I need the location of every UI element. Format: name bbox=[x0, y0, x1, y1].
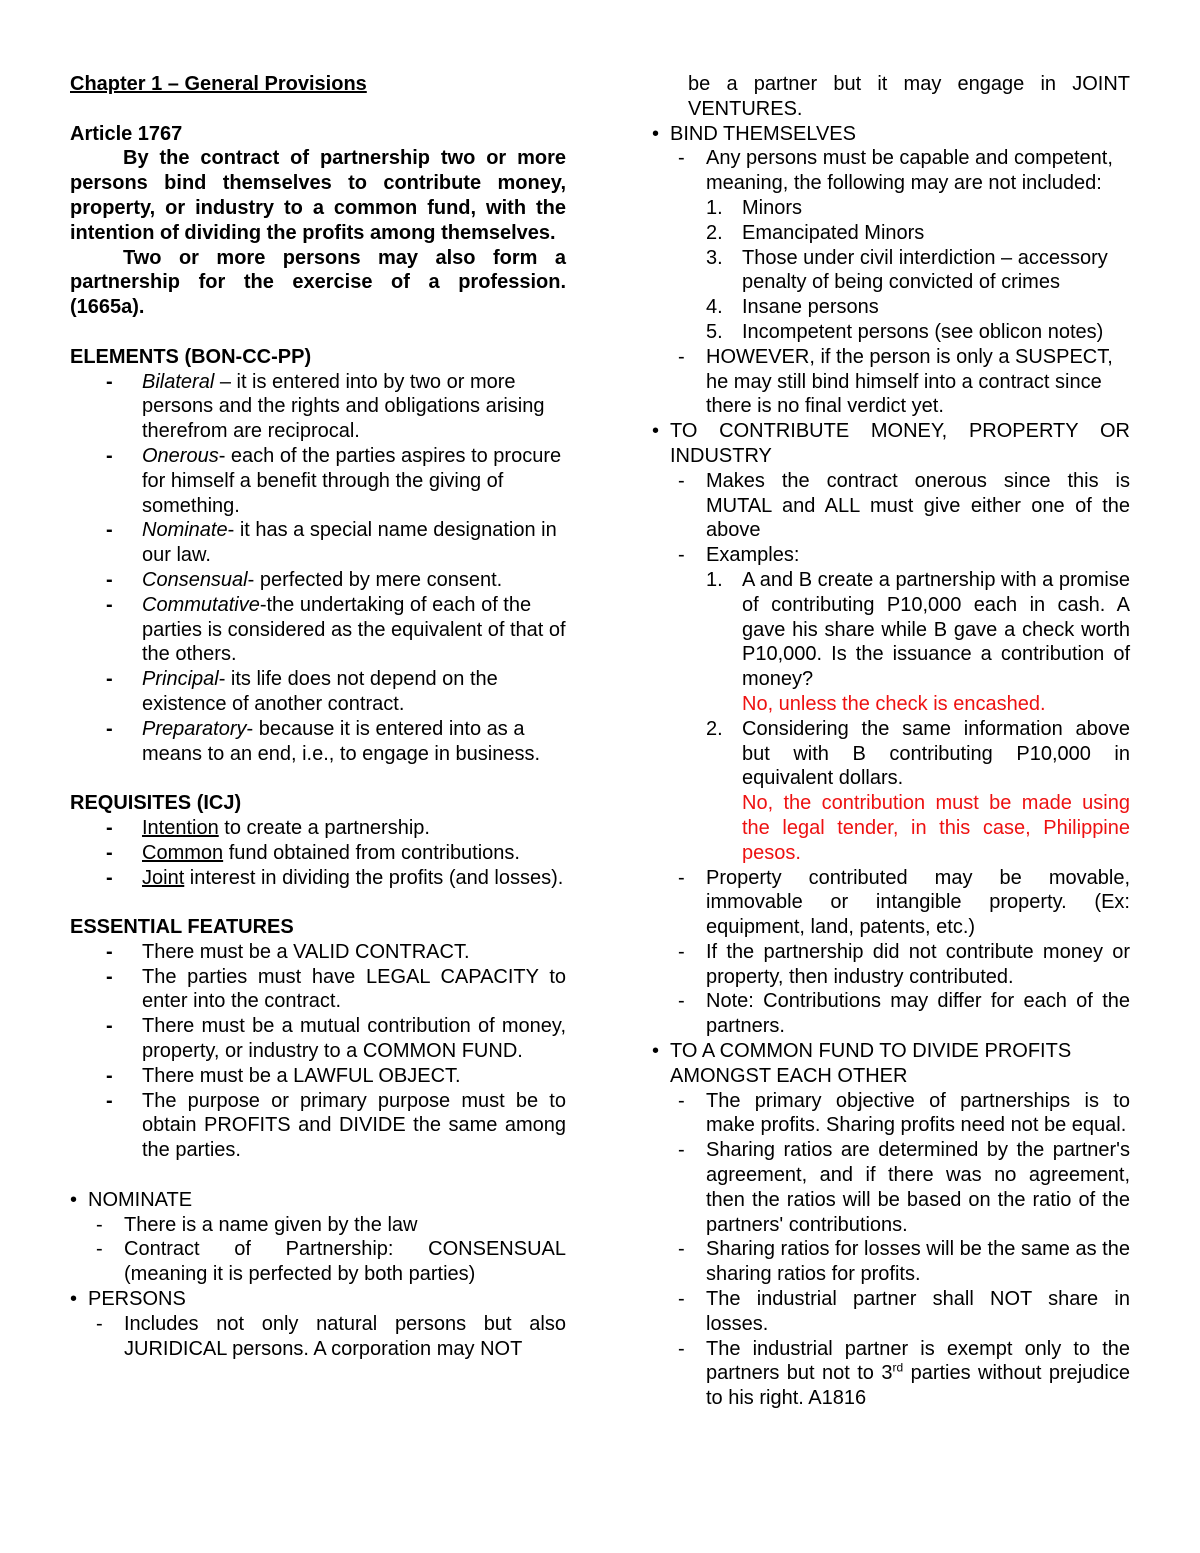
list-item: - The industrial partner shall NOT share in losses. bbox=[670, 1287, 1130, 1337]
list-item: - Consensual- perfected by mere consent. bbox=[70, 568, 566, 593]
incapacity-list bbox=[706, 196, 1130, 345]
list-item: - Contract of Partnership: CONSENSUAL (meaning it is perfected by both parties) bbox=[88, 1237, 566, 1287]
chapter-title: Chapter 1 – General Provisions bbox=[70, 73, 367, 95]
bullet-contribute: • TO CONTRIBUTE MONEY, PROPERTY OR INDUSTRY - Makes the contract onerous since this is MUTAL and ALL must give either one of the above - Examples: 1. A and B create a partnership with a promise of contributing P10,000 each in cash. A gave his share while B gave a check worth P10,000. Is the issuance a contribution of money? No, unless the check is encashed. 2. Considering the same information above but with B contributing P10,000 in equivalent dollars. No, the contribution must be made using the legal tender, in this case, Philippine pesos. - Property contributed may be movable, immovable or intangible property. (Ex: equipment, land, patents, etc.) - If the partnership did not contribute money or property, then industry contributed. - Note: Contributions may differ for each of the partners. bbox=[652, 419, 1130, 1039]
list-item: - Includes not only natural persons but also JURIDICAL persons. A corporation may NOT bbox=[88, 1312, 566, 1362]
list-item: - Makes the contract onerous since this is MUTAL and ALL must give either one of the above bbox=[670, 469, 1130, 543]
list-item: - Sharing ratios are determined by the partner's agreement, and if there was no agreement, then the ratios will be based on the ratio of the partners' contributions. bbox=[670, 1138, 1130, 1237]
list-item: - There must be a mutual contribution of money, property, or industry to a COMMON FUND. bbox=[70, 1014, 566, 1064]
left-bullets bbox=[70, 1188, 566, 1362]
list-item: - Common fund obtained from contributions. bbox=[70, 841, 566, 866]
list-item: 4. Insane persons bbox=[706, 296, 879, 319]
list-item: - Commutative-the undertaking of each of the parties is considered as the equivalent of that of the others. bbox=[70, 593, 566, 667]
article-paragraph-1: By the contract of partnership two or more persons bind themselves to contribute money, property, or industry to a common fund, with the intention of dividing the profits among themselves. bbox=[70, 147, 566, 244]
list-item: - Bilateral – it is entered into by two or more persons and the rights and obligations arising therefrom are reciprocal. bbox=[70, 370, 566, 444]
list-item: - Principal- its life does not depend on the existence of another contract. bbox=[70, 667, 566, 717]
list-item: 1. A and B create a partnership with a promise of contributing P10,000 each in cash. A gave his share while B gave a check worth P10,000. Is the issuance a contribution of money? No, unless the check is encashed. bbox=[706, 568, 1130, 715]
list-item: - HOWEVER, if the person is only a SUSPECT, he may still bind himself into a contract since there is no final verdict yet. bbox=[670, 345, 1130, 419]
bullet-common-fund: • TO A COMMON FUND TO DIVIDE PROFITS AMONGST EACH OTHER - The primary objective of partnerships is to make profits. Sharing profits need not be equal. - Sharing ratios are determined by the partner's agreement, and if there was no agreement, then the ratios will be based on the ratio of the partners' contributions. - Sharing ratios for losses will be the same as the sharing ratios for profits. - The industrial partner shall NOT share in losses. - The industrial partner is exempt only to the partners but not to 3rd parties without prejudice to his right. A1816 bbox=[652, 1039, 1130, 1411]
list-item: - There must be a VALID CONTRACT. bbox=[70, 940, 566, 965]
list-item: 1. Minors bbox=[706, 196, 803, 219]
elements-list bbox=[70, 370, 566, 767]
bullet-bind-themselves: • BIND THEMSELVES - Any persons must be capable and competent, meaning, the following may are not included: 1. Minors 2. Emancipated Minors 3. Those under civil interdiction – accessory penalty of being convicted of crimes 4. Insane persons 5. Incompetent persons (see oblicon notes) - HOWEVER, if the person is only a SUSPECT, he may still bind himself into a contract since there is no final verdict yet. bbox=[652, 122, 1130, 420]
list-item: - The primary objective of partnerships is to make profits. Sharing profits need not be equal. bbox=[670, 1089, 1130, 1139]
list-item: - The parties must have LEGAL CAPACITY to enter into the contract. bbox=[70, 965, 566, 1015]
list-item: - Nominate- it has a special name designation in our law. bbox=[70, 518, 566, 568]
list-item: 3. Those under civil interdiction – accessory penalty of being convicted of crimes bbox=[706, 246, 1108, 294]
features-list bbox=[70, 940, 566, 1163]
list-item: - The purpose or primary purpose must be to obtain PROFITS and DIVIDE the same among the parties. bbox=[70, 1089, 566, 1163]
article-title: Article 1767 bbox=[70, 122, 183, 145]
list-item: - If the partnership did not contribute money or property, then industry contributed. bbox=[670, 940, 1130, 990]
list-item: - Onerous- each of the parties aspires to procure for himself a benefit through the giving of something. bbox=[70, 444, 566, 518]
common-fund-list bbox=[670, 1089, 1130, 1411]
persons-continued: be a partner but it may engage in JOINT VENTURES. bbox=[688, 73, 1130, 120]
list-item: - Intention to create a partnership. bbox=[70, 816, 566, 841]
list-item: - Examples: 1. A and B create a partnership with a promise of contributing P10,000 each in cash. A gave his share while B gave a check worth P10,000. Is the issuance a contribution of money? No, unless the check is encashed. 2. Considering the same information above but with B contributing P10,000 in equivalent dollars. No, the contribution must be made using the legal tender, in this case, Philippine pesos. bbox=[670, 543, 1130, 865]
list-item: - Sharing ratios for losses will be the same as the sharing ratios for profits. bbox=[670, 1237, 1130, 1287]
bullet-persons: • PERSONS - Includes not only natural persons but also JURIDICAL persons. A corporation may NOT bbox=[70, 1287, 566, 1361]
bind-list bbox=[670, 146, 1130, 419]
elements-heading: ELEMENTS (BON-CC-PP) bbox=[70, 345, 312, 368]
list-item: - There must be a LAWFUL OBJECT. bbox=[70, 1064, 566, 1089]
bullet-nominate: • NOMINATE - There is a name given by the law - Contract of Partnership: CONSENSUAL (meaning it is perfected by both parties) bbox=[70, 1188, 566, 1287]
nominate-list bbox=[88, 1213, 566, 1287]
left-column bbox=[70, 72, 566, 1361]
persons-list bbox=[88, 1312, 566, 1362]
contribute-list bbox=[670, 469, 1130, 1039]
requisites-list bbox=[70, 816, 566, 890]
features-heading: ESSENTIAL FEATURES bbox=[70, 916, 294, 939]
requisites-heading: REQUISITES (ICJ) bbox=[70, 792, 242, 815]
list-item: - Joint interest in dividing the profits (and losses). bbox=[70, 866, 566, 891]
article-paragraph-2: Two or more persons may also form a partnership for the exercise of a profession. (1665a). bbox=[70, 246, 566, 319]
list-item: - The industrial partner is exempt only to the partners but not to 3rd parties without prejudice to his right. A1816 bbox=[670, 1337, 1130, 1411]
list-item: 5. Incompetent persons (see oblicon notes) bbox=[706, 320, 1104, 343]
list-item: - Property contributed may be movable, immovable or intangible property. (Ex: equipment, land, patents, etc.) bbox=[670, 866, 1130, 940]
answer-text: No, the contribution must be made using the legal tender, in this case, Philippine pesos. bbox=[742, 792, 1130, 864]
list-item: - Note: Contributions may differ for each of the partners. bbox=[670, 989, 1130, 1039]
list-item: 2. Emancipated Minors bbox=[706, 221, 925, 244]
right-column bbox=[652, 72, 1130, 1411]
examples-list bbox=[706, 568, 1130, 866]
list-item: - Preparatory- because it is entered into as a means to an end, i.e., to engage in business. bbox=[70, 717, 566, 767]
right-bullets bbox=[652, 122, 1130, 1411]
answer-text: No, unless the check is encashed. bbox=[742, 692, 1046, 715]
list-item: - Any persons must be capable and competent, meaning, the following may are not included: 1. Minors 2. Emancipated Minors 3. Those under civil interdiction – accessory penalty of being convicted of crimes 4. Insane persons 5. Incompetent persons (see oblicon notes) bbox=[670, 146, 1130, 344]
list-item: 2. Considering the same information above but with B contributing P10,000 in equivalent dollars. No, the contribution must be made using the legal tender, in this case, Philippine pesos. bbox=[706, 717, 1130, 864]
list-item: - There is a name given by the law bbox=[88, 1213, 566, 1238]
